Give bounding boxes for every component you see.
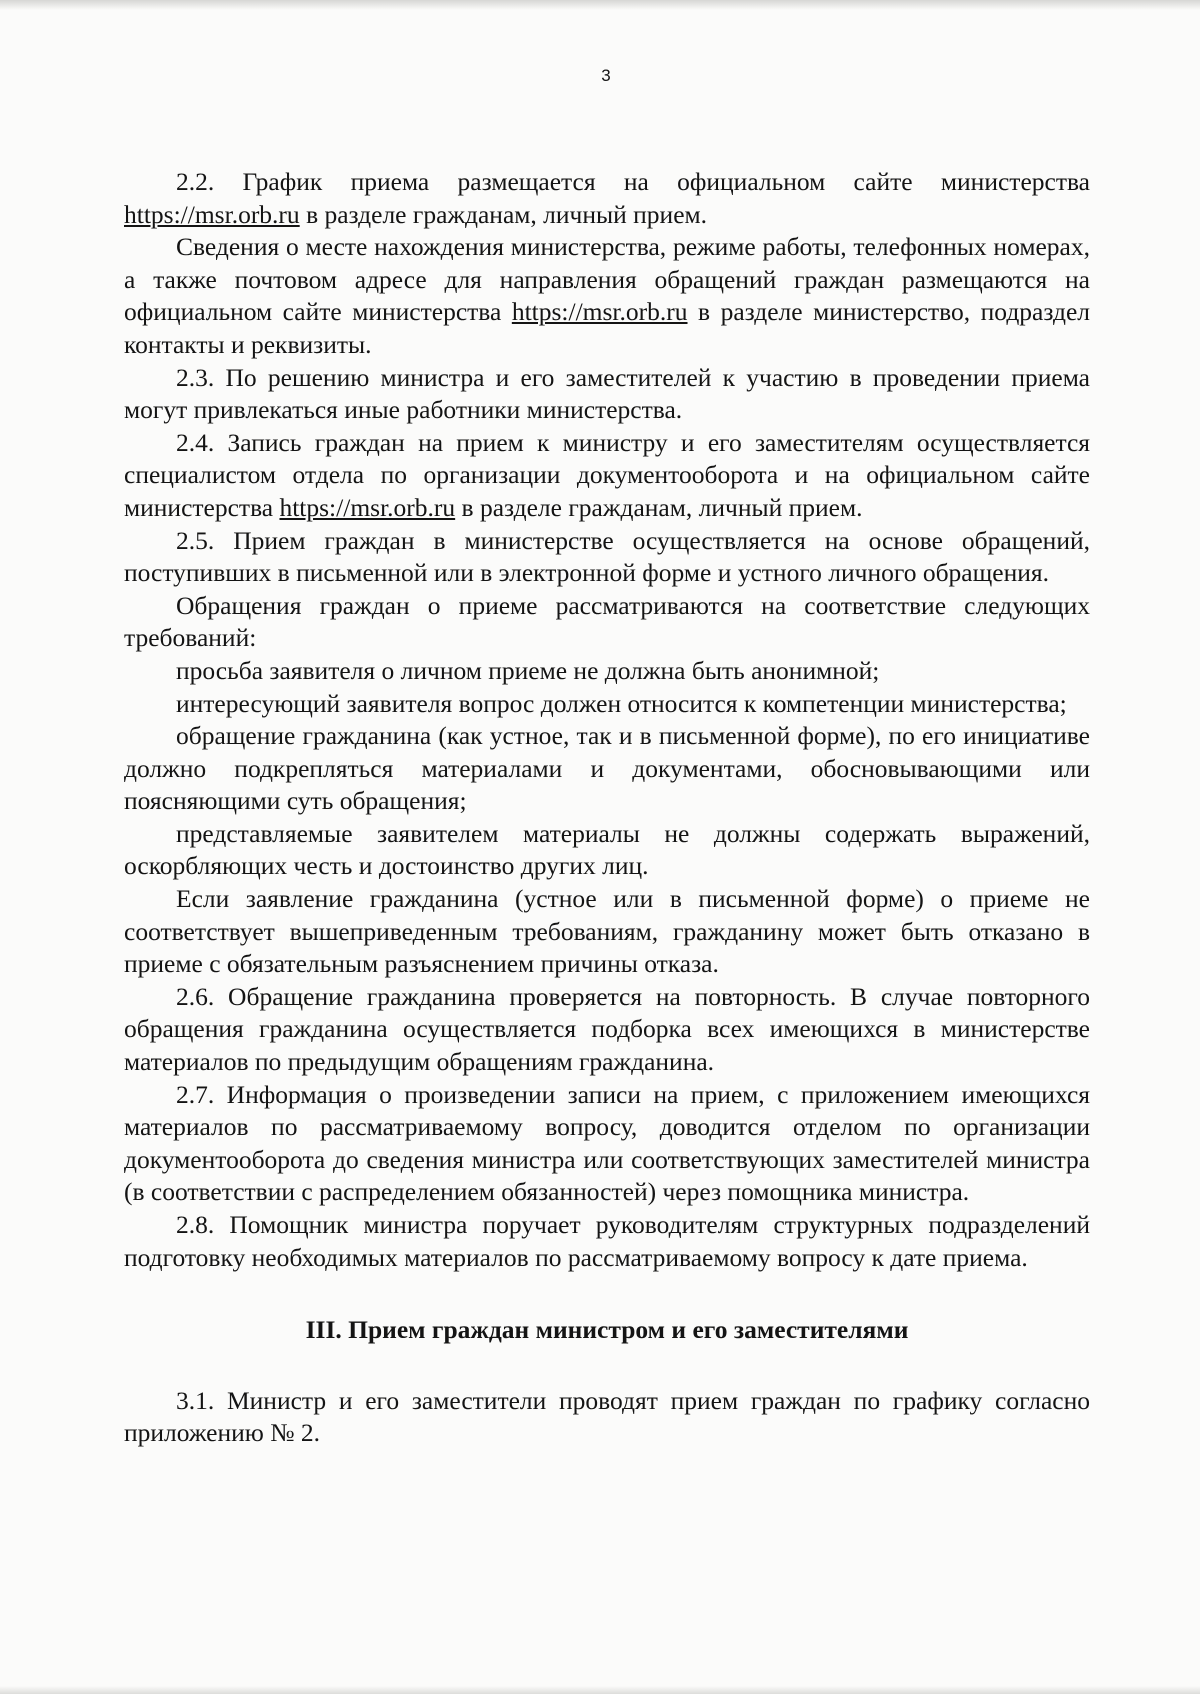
document-body <box>124 166 1090 1450</box>
ministry-website-link[interactable]: https://msr.orb.ru <box>511 297 688 327</box>
scan-edge-bottom <box>0 1686 1200 1694</box>
paragraph-2-4 <box>124 427 1090 525</box>
paragraph-2-5: 2.5. Прием граждан в министерстве осуществляется на основе обращений, поступивших в письменной или в электронной форме и устного личного обращения. <box>124 525 1090 588</box>
scan-edge-top <box>0 0 1200 10</box>
paragraph-2-6: 2.6. Обращение гражданина проверяется на повторность. В случае повторного обращения гражданина осуществляется подборка всех имеющихся в министерстве материалов по предыдущим обращениям гражданина. <box>124 981 1090 1077</box>
requirement-item: представляемые заявителем материалы не должны содержать выражений, оскорбляющих честь и достоинство других лиц. <box>124 818 1090 881</box>
ministry-website-link[interactable]: https://msr.orb.ru <box>124 199 300 229</box>
page-number: 3 <box>601 66 611 85</box>
paragraph-requirements-intro: Обращения граждан о приеме рассматриваются на соответствие следующих требований: <box>124 590 1090 653</box>
paragraph-text: в разделе гражданам, личный прием. <box>299 199 708 229</box>
requirement-item: интересующий заявителя вопрос должен относится к компетенции министерства; <box>176 688 1067 718</box>
paragraph-2-8: 2.8. Помощник министра поручает руководителям структурных подразделений подготовку необходимых материалов по рассматриваемому вопросу к дате приема. <box>124 1210 1090 1272</box>
requirement-item: обращение гражданина (как устное, так и в письменной форме), по его инициативе должно подкрепляться материалами и документами, обосновывающими или поясняющими суть обращения; <box>124 721 1090 816</box>
paragraph-text: Сведения о месте нахождения министерства, режиме работы, телефонных номерах, а также почтовом адресе для направления обращений граждан размещаются на официальном сайте министерства <box>124 232 1090 327</box>
section-3-heading: III. Прием граждан министром и его заместителями <box>305 1315 909 1345</box>
paragraph-text: в разделе гражданам, личный прием. <box>455 492 863 522</box>
ministry-website-link[interactable]: https://msr.orb.ru <box>279 492 456 522</box>
paragraph-2-2 <box>124 166 1090 231</box>
paragraph-2-7: 2.7. Информация о произведении записи на прием, с приложением имеющихся материалов по рассматриваемому вопросу, доводится отделом по организации документооборота до сведения министра или соответствующих заместителей министра (в соответствии с распределением обязанностей) через помощника министра. <box>124 1079 1090 1207</box>
paragraph-2-3: 2.3. По решению министра и его заместителей к участию в проведении приема могут привлекаться иные работники министерства. <box>124 362 1090 425</box>
paragraph-3-1: 3.1. Министр и его заместители проводят прием граждан по графику согласно приложению № 2. <box>124 1385 1090 1448</box>
paragraph-text: в разделе министерство, подраздел контакты и реквизиты. <box>124 297 1090 359</box>
paragraph-text: 2.4. Запись граждан на прием к министру и его заместителям осуществляется специалистом отдела по организации документооборота и на официальном сайте министерства <box>124 427 1090 522</box>
paragraph-refusal: Если заявление гражданина (устное или в письменной форме) о приеме не соответствует вышеприведенным требованиям, гражданину может быть отказано в приеме с обязательным разъяснением причины отказа. <box>124 884 1090 979</box>
requirement-item: просьба заявителя о личном приеме не должна быть анонимной; <box>176 655 880 685</box>
paragraph-text: 2.2. График приема размещается на официальном сайте министерства <box>176 167 1090 196</box>
paragraph-contact-info <box>124 231 1090 361</box>
